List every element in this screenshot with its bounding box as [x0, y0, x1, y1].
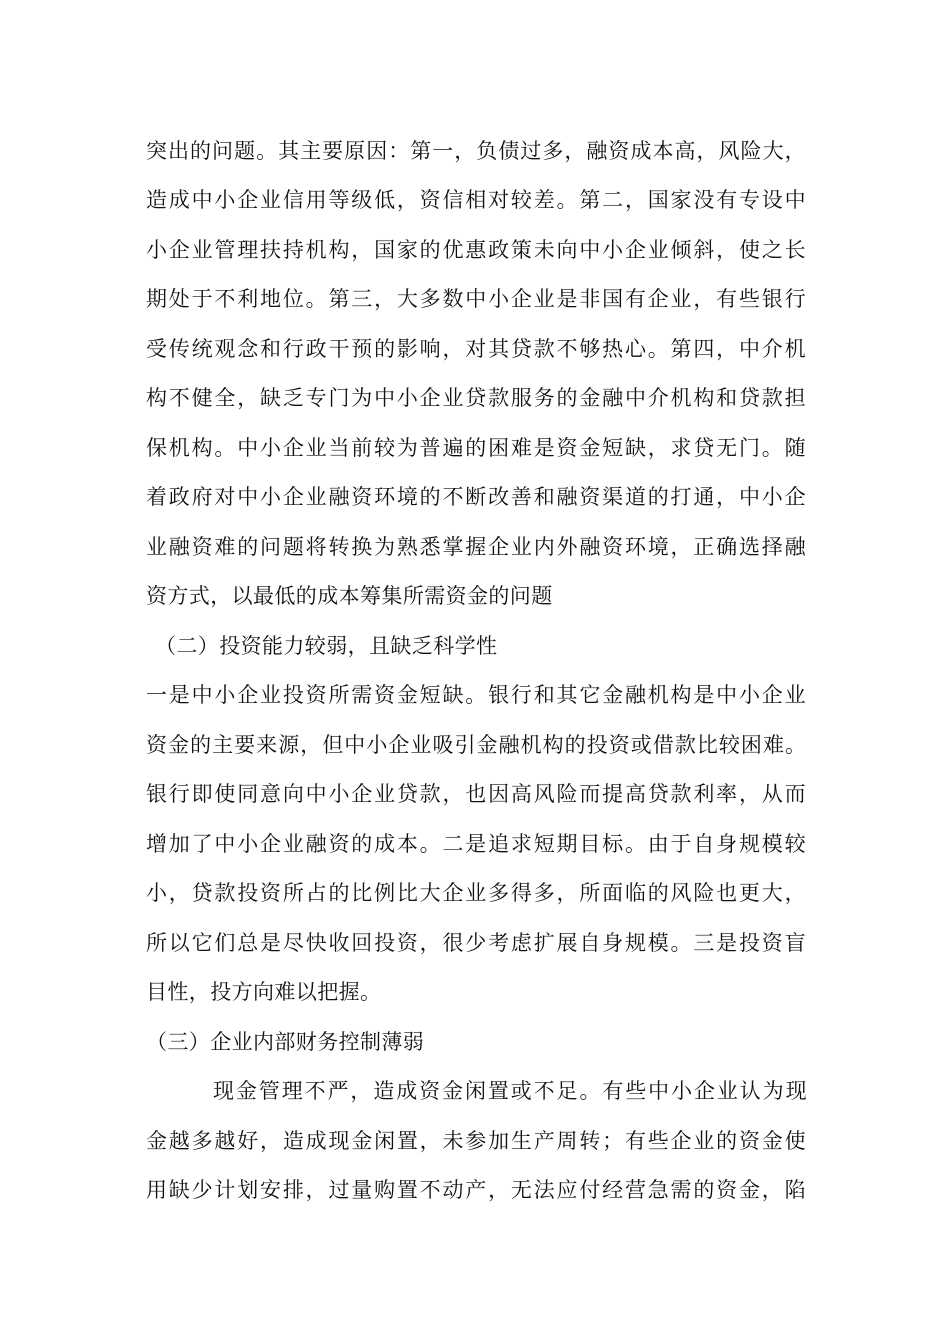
text-line: 资金的主要来源，但中小企业吸引金融机构的投资或借款比较困难。: [146, 733, 806, 757]
text-line: 增加了中小企业融资的成本。二是追求短期目标。由于自身规模较: [146, 832, 806, 856]
text-line: 小，贷款投资所占的比例比大企业多得多，所面临的风险也更大，: [146, 881, 806, 905]
text-line: 构不健全，缺乏专门为中小企业贷款服务的金融中介机构和贷款担: [146, 386, 806, 410]
text-line: 金越多越好，造成现金闲置，未参加生产周转；有些企业的资金使: [146, 1129, 806, 1153]
section-heading: （三）企业内部财务控制薄弱: [146, 1030, 425, 1054]
section-heading: （二）投资能力较弱，且缺乏科学性: [155, 634, 498, 658]
text-line: 受传统观念和行政干预的影响，对其贷款不够热心。第四，中介机: [146, 337, 806, 361]
text-line: 着政府对中小企业融资环境的不断改善和融资渠道的打通，中小企: [146, 485, 806, 509]
text-line: 小企业管理扶持机构，国家的优惠政策未向中小企业倾斜，使之长: [146, 238, 806, 262]
text-line: 银行即使同意向中小企业贷款，也因高风险而提高贷款利率，从而: [146, 782, 806, 806]
text-line: 保机构。中小企业当前较为普遍的困难是资金短缺，求贷无门。随: [146, 436, 806, 460]
text-line: 突出的问题。其主要原因：第一，负债过多，融资成本高，风险大，: [146, 139, 806, 163]
text-line: 用缺少计划安排，过量购置不动产，无法应付经营急需的资金，陷: [146, 1178, 806, 1202]
text-line: 期处于不利地位。第三，大多数中小企业是非国有企业，有些银行: [146, 287, 806, 311]
text-line: 现金管理不严，造成资金闲置或不足。有些中小企业认为现: [213, 1079, 807, 1103]
text-line: 目性，投方向难以把握。: [146, 980, 382, 1004]
text-line: 所以它们总是尽快收回投资，很少考虑扩展自身规模。三是投资盲: [146, 931, 806, 955]
text-line: 资方式，以最低的成本筹集所需资金的问题: [146, 584, 553, 608]
text-line: 业融资难的问题将转换为熟悉掌握企业内外融资环境，正确选择融: [146, 535, 806, 559]
text-line: 造成中小企业信用等级低，资信相对较差。第二，国家没有专设中: [146, 188, 806, 212]
text-line: 一是中小企业投资所需资金短缺。银行和其它金融机构是中小企业: [146, 683, 806, 707]
